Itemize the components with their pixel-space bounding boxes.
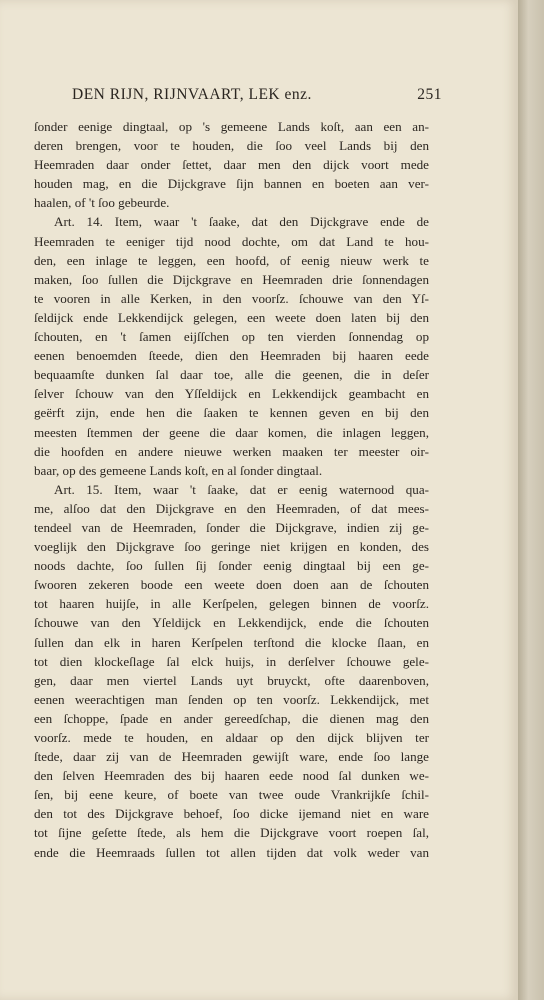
text-line: baar, op des gemeene Lands koſt, en al ſonder dingtaal. xyxy=(34,462,323,478)
text-line: voeglijk den Dijckgrave ſoo geringe niet krijgen en konden, des xyxy=(34,539,429,555)
text-line: ſelver ſchouw van den Yſſeldijck en Lekkendijck geambacht en xyxy=(34,386,429,402)
text-line: noods dachte, ſoo ſullen ſij ſonder eenig dingtaal bij een ge- xyxy=(34,558,429,574)
text-line: houden mag, en die Dijckgrave ſijn bannen en boeten aan ver- xyxy=(34,176,429,192)
text-line: meesten ſtemmen der geene die daar komen, die inlagen leggen, xyxy=(34,424,429,440)
text-line: eenen benoemden ſteede, dien den Heemraden bij haaren eede xyxy=(34,348,429,364)
page-number: 251 xyxy=(417,86,442,103)
text-line: deren brengen, voor te houden, die ſoo veel Lands bij den xyxy=(34,138,429,154)
page-edge xyxy=(518,0,544,1000)
text-line: die hoofden en andere nieuwe werken maaken ter meester oir- xyxy=(34,443,429,459)
text-line: den ſelven Heemraden des bij haaren eede nood ſal dunken we- xyxy=(34,768,429,784)
text-line: ſullen dan elk in haren Kerſpelen terſtond die klocke ſlaan, en xyxy=(34,634,429,650)
text-line: Art. 15. Item, waar 't ſaake, dat er eenig waternood qua- xyxy=(54,481,429,497)
text-line: tot haaren huijſe, in alle Kerſpelen, gelegen binnen de voorſz. xyxy=(34,596,429,612)
running-title: DEN RIJN, RIJNVAART, LEK enz. xyxy=(72,86,312,103)
text-line: den, een inlage te leggen, een hoofd, of eenig nieuw werk te xyxy=(34,252,429,268)
text-line: ſchouten, en 't ſamen eijſſchen op ten vierden ſonnendag op xyxy=(34,329,429,345)
text-line: tot ſijne geſette ſtede, als hem die Dijckgrave voort roepen ſal, xyxy=(34,825,429,841)
text-line: tendeel van de Heemraden, ſonder die Dijckgrave, indien zij ge- xyxy=(34,519,429,535)
text-line: een ſchoppe, ſpade en ander gereedſchap, die dienen mag den xyxy=(34,710,429,726)
text-line: bequaamſte dunken ſal daar toe, alle die geenen, die in deſer xyxy=(34,367,429,383)
text-line: voorſz. mede te houden, en aldaar op den dijck blijven ter xyxy=(34,730,429,745)
text-line: geërft zijn, ende hen die ſaaken te kennen geven en bij den xyxy=(34,405,429,421)
text-line: ende die Heemraads ſullen tot allen tijden dat volk weder van xyxy=(34,844,429,860)
text-line: den tot des Dijckgrave behoef, ſoo dicke ijemand niet en ware xyxy=(34,806,429,822)
text-line: Art. 14. Item, waar 't ſaake, dat den Dijckgrave ende de xyxy=(54,214,429,230)
text-line: me, alſoo dat den Dijckgrave en den Heemraden, of dat mees- xyxy=(34,500,429,516)
text-line: gen, daar men viertel Lands uyt bruyckt, ofte daarenboven, xyxy=(34,672,429,688)
text-line: te vooren in alle Kerken, in den voorſz. ſchouwe van den Yſ- xyxy=(34,290,429,306)
text-line: ſtede, daar zij van de Heemraden gewijſt ware, ende ſoo lange xyxy=(34,749,429,765)
text-line: ſeldijck ende Lekkendijck gelegen, een weete doen laten bij den xyxy=(34,309,429,325)
text-line: maken, ſoo ſullen die Dijckgrave en Heemraden drie ſonnendagen xyxy=(34,271,429,287)
text-line: eenen weerachtigen man ſenden op ten voorſz. Lekkendijck, met xyxy=(34,691,429,707)
text-line: haalen, of 't ſoo gebeurde. xyxy=(34,195,170,211)
text-line: ſwooren zekeren boode een weete doen doen aan de ſchouten xyxy=(34,577,429,593)
text-line: ſen, bij eene keure, of boete van twee oude Vrankrijkſe ſchil- xyxy=(34,787,429,803)
text-line: Heemraden te eeniger tijd nood dochte, om dat Land te hou- xyxy=(34,233,429,249)
text-line: tot dien klockeſlage ſal elck huijs, in derſelver ſchouwe gele- xyxy=(34,653,429,669)
body-text xyxy=(34,117,429,862)
text-line: Heemraden daar onder ſettet, daar men den dijck voort mede xyxy=(34,157,429,173)
text-line: ſonder eenige dingtaal, op 's gemeene Lands koſt, aan een an- xyxy=(34,119,429,134)
text-line: ſchouwe van den Yſeldijck en Lekkendijck, ende die ſchouten xyxy=(34,615,429,631)
